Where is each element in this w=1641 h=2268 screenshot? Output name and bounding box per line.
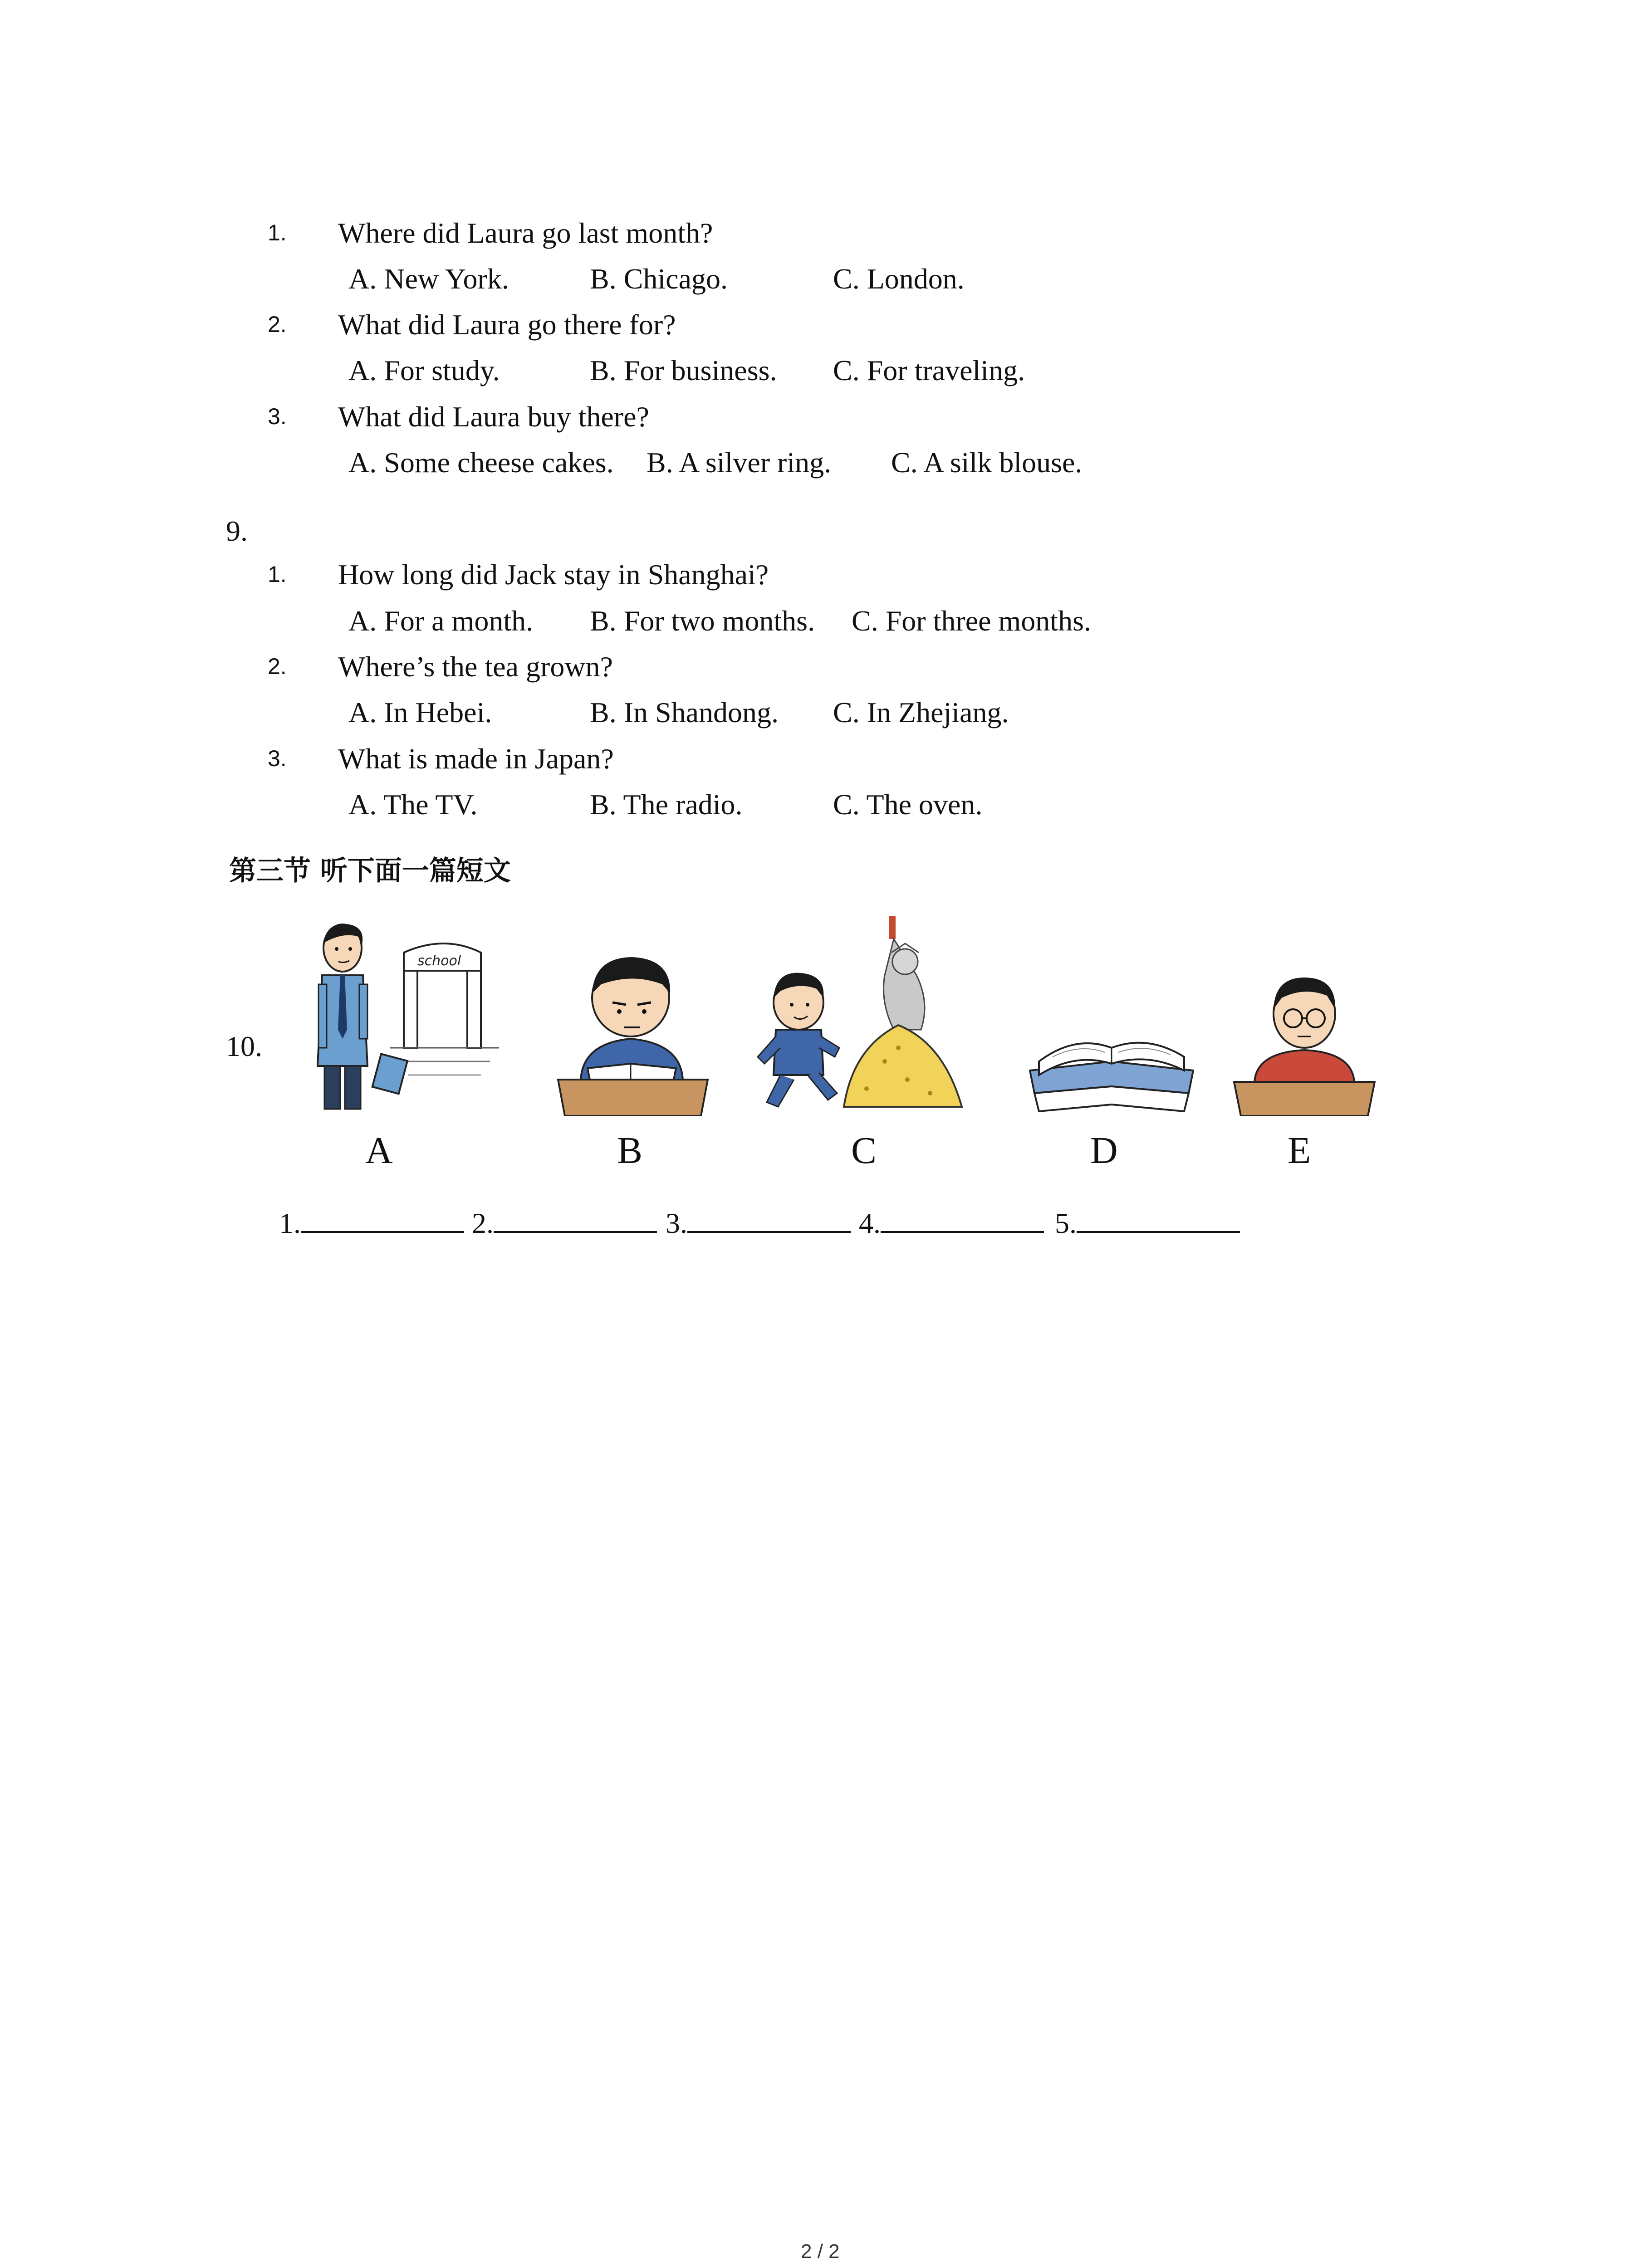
option-b: B. For business. [590, 354, 777, 386]
boy-statue-of-liberty-icon [749, 912, 975, 1116]
picture-letter: E [1288, 1129, 1311, 1172]
picture-letter: B [617, 1129, 643, 1172]
option-a: A. New York. [348, 263, 509, 295]
option-b: B. The radio. [590, 788, 743, 821]
option-b: B. In Shandong. [590, 696, 779, 728]
option-a: A. Some cheese cakes. [348, 446, 614, 479]
question-text: What did Laura buy there? [338, 401, 649, 433]
page-number: 2 / 2 [801, 2240, 840, 2263]
question-number: 2. [268, 312, 287, 337]
option-b: B. For two months. [590, 605, 815, 637]
picture-letter: A [365, 1129, 393, 1172]
picture-letter: D [1090, 1129, 1118, 1172]
glasses-person-desk-icon [1230, 964, 1379, 1116]
question-text: Where did Laura go last month? [338, 217, 713, 249]
option-c: C. In Zhejiang. [833, 696, 1009, 728]
option-c: C. For traveling. [833, 354, 1025, 386]
option-c: C. London. [833, 263, 965, 295]
picture-letter: C [851, 1129, 877, 1172]
answer-blank[interactable]: 5. [1055, 1206, 1240, 1238]
option-b: B. Chicago. [590, 263, 728, 295]
answer-blank[interactable]: 1. [279, 1206, 464, 1238]
option-c: C. For three months. [852, 605, 1091, 637]
question-text: How long did Jack stay in Shanghai? [338, 558, 769, 591]
businessman-school-icon [309, 916, 508, 1116]
option-a: A. For a month. [348, 605, 534, 637]
svg-text:school: school [417, 953, 461, 969]
question-text: What did Laura go there for? [338, 308, 676, 341]
answer-blank[interactable]: 4. [859, 1206, 1044, 1238]
option-a: A. For study. [348, 354, 500, 386]
boy-reading-icon [551, 948, 715, 1116]
group-number: 9. [226, 515, 248, 547]
group-number: 10. [226, 1030, 262, 1062]
books-icon [1025, 1007, 1198, 1116]
question-number: 1. [268, 562, 287, 587]
option-a: A. The TV. [348, 788, 478, 821]
question-text: What is made in Japan? [338, 743, 614, 775]
option-b: B. A silver ring. [647, 446, 832, 479]
answer-blank[interactable]: 2. [472, 1206, 657, 1238]
question-text: Where’s the tea grown? [338, 650, 613, 683]
question-number: 3. [268, 746, 287, 771]
option-c: C. A silk blouse. [891, 446, 1083, 479]
answer-blank[interactable]: 3. [666, 1206, 851, 1238]
option-a: A. In Hebei. [348, 696, 492, 728]
option-c: C. The oven. [833, 788, 983, 821]
question-number: 2. [268, 654, 287, 679]
question-number: 1. [268, 220, 287, 245]
question-number: 3. [268, 404, 287, 429]
section-title: 第三节 听下面一篇短文 [229, 855, 511, 887]
